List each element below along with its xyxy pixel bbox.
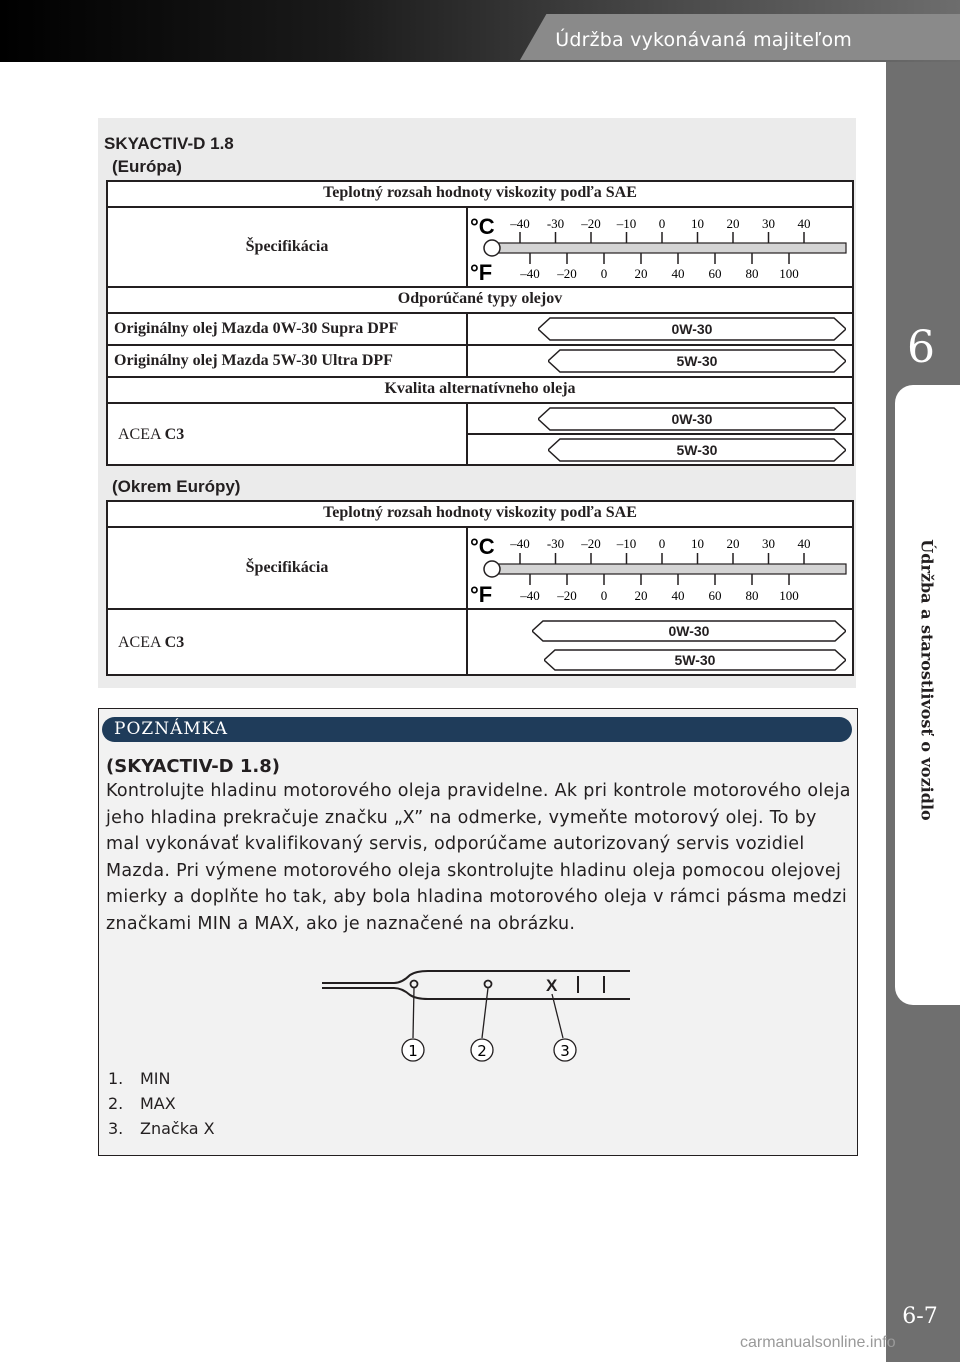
oil-grade-label: 5W-30 xyxy=(676,442,718,458)
europe-label: (Európa) xyxy=(112,157,182,176)
oil-grade-label: 0W-30 xyxy=(668,623,710,639)
celsius-tick-label: –40 xyxy=(510,216,530,231)
thermometer-bulb xyxy=(484,240,500,256)
celsius-tick-label: 0 xyxy=(658,216,666,231)
callout-line xyxy=(413,988,414,1038)
celsius-tick-label: 40 xyxy=(797,536,811,551)
fahrenheit-unit: °F xyxy=(470,260,493,285)
page-header-title: Údržba vykonávaná majiteľom xyxy=(555,29,852,51)
fahrenheit-tick-label: 80 xyxy=(745,266,759,281)
celsius-tick-label: –20 xyxy=(581,536,601,551)
page-number: 6-7 xyxy=(902,1304,938,1329)
acea-cell xyxy=(108,610,468,676)
figure-title: SKYACTIV-D 1.8 xyxy=(104,134,234,153)
celsius-tick-label: –40 xyxy=(510,536,530,551)
oil-grade-label: 0W-30 xyxy=(671,321,713,337)
fahrenheit-tick-label: 20 xyxy=(634,266,648,281)
callout-line xyxy=(552,994,563,1038)
fahrenheit-unit: °F xyxy=(470,582,493,607)
celsius-tick-label: 10 xyxy=(691,216,704,231)
oil-grade-label: 0W-30 xyxy=(671,411,713,427)
min-mark xyxy=(411,981,418,988)
acea-spec: ACEA C3 xyxy=(118,634,185,651)
celsius-tick-label: –10 xyxy=(616,536,637,551)
callout-number: 3 xyxy=(560,1042,570,1060)
callout-number: 1 xyxy=(408,1042,418,1060)
oil-grade-label: 5W-30 xyxy=(676,353,718,369)
oil-row xyxy=(108,312,852,344)
list-item: 1. MIN xyxy=(108,1069,171,1088)
fahrenheit-tick-label: 80 xyxy=(745,588,759,603)
table-header-row xyxy=(108,182,852,206)
temperature-scale xyxy=(468,208,852,286)
thermometer-bulb xyxy=(484,561,500,577)
list-item: 3. Značka X xyxy=(108,1119,215,1138)
max-mark xyxy=(485,981,492,988)
recommended-header: Odporúčané typy olejov xyxy=(397,290,563,307)
dipstick-legend xyxy=(108,1066,215,1141)
acea-cell xyxy=(108,404,468,466)
row-divider xyxy=(468,433,852,435)
celsius-unit: °C xyxy=(470,534,495,559)
fahrenheit-tick-label: 60 xyxy=(708,266,722,281)
table-header: Teplotný rozsah hodnoty viskozity podľa SAE xyxy=(323,504,637,521)
oil-name: Originálny olej Mazda 5W-30 Ultra DPF xyxy=(114,352,393,369)
chapter-number: 6 xyxy=(907,322,935,373)
celsius-tick-label: 20 xyxy=(726,216,740,231)
celsius-tick-label: 30 xyxy=(762,216,775,231)
recommended-header-row xyxy=(108,286,852,312)
fahrenheit-tick-label: 0 xyxy=(600,588,608,603)
thermometer-bar xyxy=(492,564,846,574)
fahrenheit-tick-label: –20 xyxy=(557,266,577,281)
alternative-row xyxy=(108,608,852,676)
note-heading: (SKYACTIV-D 1.8) xyxy=(106,756,280,777)
fahrenheit-tick-label: 60 xyxy=(708,588,722,603)
temperature-scale xyxy=(468,528,852,608)
spec-label: Špecifikácia xyxy=(245,238,329,255)
oil-name-cell xyxy=(108,314,468,344)
list-item: 2. MAX xyxy=(108,1094,176,1113)
dipstick-diagram xyxy=(318,966,638,1066)
fahrenheit-tick-label: 20 xyxy=(634,588,648,603)
alternative-header-row xyxy=(108,376,852,402)
thermometer-bar xyxy=(492,243,846,253)
oil-grade-label: 5W-30 xyxy=(674,652,716,668)
europe-viscosity-table xyxy=(106,180,854,466)
table-header-row xyxy=(108,502,852,526)
section-label: Údržba a starostlivosť o vozidlo xyxy=(917,539,937,821)
celsius-tick-label: 0 xyxy=(658,536,666,551)
callout-number: 2 xyxy=(477,1042,487,1060)
celsius-tick-label: –20 xyxy=(581,216,601,231)
fahrenheit-tick-label: 40 xyxy=(671,266,685,281)
spec-row xyxy=(108,526,852,608)
spec-cell xyxy=(108,208,468,286)
celsius-tick-label: 40 xyxy=(797,216,811,231)
celsius-tick-label: -30 xyxy=(546,536,565,551)
celsius-tick-label: 30 xyxy=(762,536,775,551)
celsius-tick-label: –10 xyxy=(616,216,637,231)
note-label: POZNÁMKA xyxy=(114,719,229,739)
fahrenheit-tick-label: 100 xyxy=(779,266,799,281)
spec-row xyxy=(108,206,852,286)
table-header: Teplotný rozsah hodnoty viskozity podľa SAE xyxy=(323,184,637,201)
oil-row xyxy=(108,344,852,376)
oil-name-cell xyxy=(108,346,468,376)
other-viscosity-table xyxy=(106,500,854,676)
watermark: carmanualsonline.info xyxy=(740,1334,896,1351)
celsius-tick-label: 20 xyxy=(726,536,740,551)
fahrenheit-tick-label: 100 xyxy=(779,588,799,603)
oil-name: Originálny olej Mazda 0W-30 Supra DPF xyxy=(114,320,399,337)
celsius-tick-label: -30 xyxy=(546,216,565,231)
fahrenheit-tick-label: –40 xyxy=(520,588,540,603)
note-body: Kontrolujte hladinu motorového oleja pravidelne. Ak pri kontrole motorového oleja jeho hladina prekračuje značku „X” na odmerke, vymeňte motorový olej. To by mal vykonávať kvalifikovaný servis, odporúčame autorizovaný servis vozidiel Mazda. Pri výmene motorového oleja skontrolujte hladinu oleja pomocou olejovej mierky a doplňte ho tak, aby bola hladina motorového oleja v rámci pásma medzi značkami MIN a MAX, ako je naznačené na obrázku. xyxy=(106,781,851,934)
acea-spec: ACEA C3 xyxy=(118,426,185,443)
alternative-header: Kvalita alternatívneho oleja xyxy=(384,380,576,397)
spec-cell xyxy=(108,528,468,608)
fahrenheit-tick-label: –20 xyxy=(557,588,577,603)
spec-label: Špecifikácia xyxy=(245,559,329,576)
fahrenheit-tick-label: 40 xyxy=(671,588,685,603)
celsius-unit: °C xyxy=(470,214,495,239)
x-mark: X xyxy=(546,976,558,995)
callout-line xyxy=(482,988,488,1038)
fahrenheit-tick-label: 0 xyxy=(600,266,608,281)
celsius-tick-label: 10 xyxy=(691,536,704,551)
alternative-row xyxy=(108,402,852,466)
other-regions-label: (Okrem Európy) xyxy=(112,477,241,496)
fahrenheit-tick-label: –40 xyxy=(520,266,540,281)
